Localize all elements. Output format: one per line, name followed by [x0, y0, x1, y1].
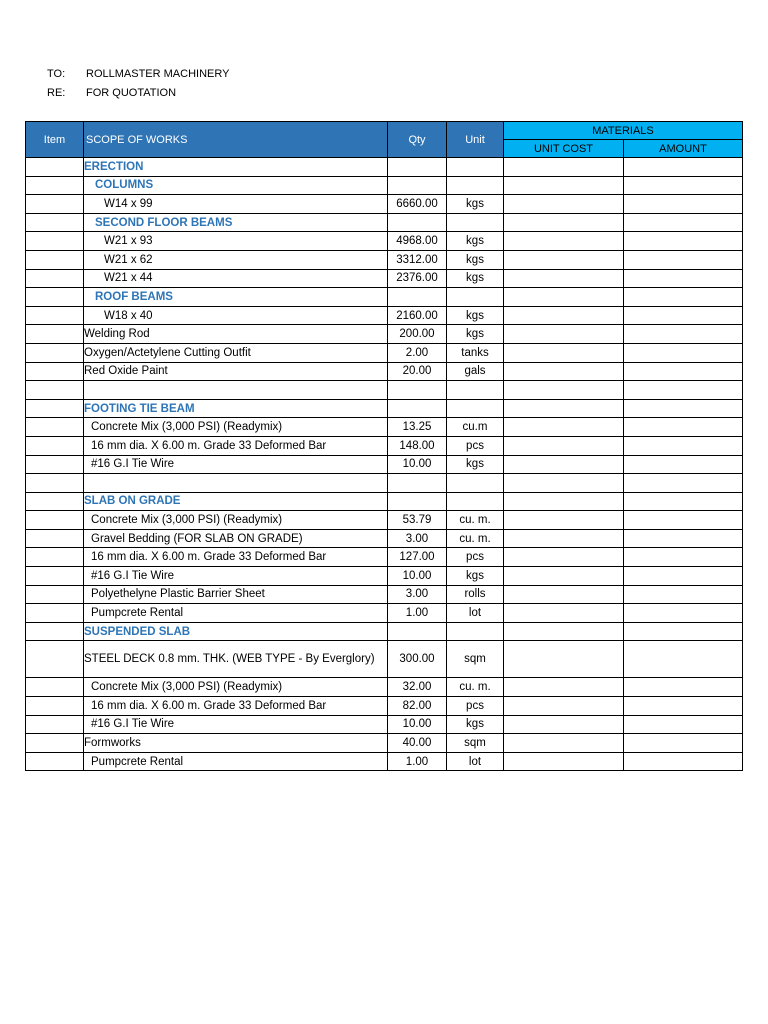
- unit-cell: kgs: [447, 269, 504, 288]
- unit-cell: kgs: [447, 306, 504, 325]
- qty-cell: [388, 622, 447, 641]
- unit-cell: [447, 474, 504, 493]
- qty-cell: 3312.00: [388, 250, 447, 269]
- qty-cell: 2160.00: [388, 306, 447, 325]
- amount-cell: [624, 232, 743, 251]
- item-cell: [26, 176, 84, 195]
- item-cell: [26, 585, 84, 604]
- unit-cell: kgs: [447, 195, 504, 214]
- description-cell: Concrete Mix (3,000 PSI) (Readymix): [84, 678, 388, 697]
- item-cell: [26, 567, 84, 586]
- description-cell: Gravel Bedding (FOR SLAB ON GRADE): [84, 529, 388, 548]
- re-label: RE:: [47, 87, 66, 99]
- table-row: [26, 343, 743, 362]
- unit-cost-cell: [504, 399, 624, 418]
- section-heading: FOOTING TIE BEAM: [84, 399, 388, 418]
- unit-cell: [447, 492, 504, 511]
- amount-cell: [624, 715, 743, 734]
- table-row: [26, 269, 743, 288]
- item-cell: [26, 325, 84, 344]
- unit-cell: cu. m.: [447, 678, 504, 697]
- amount-cell: [624, 752, 743, 771]
- col-header-scope: SCOPE OF WORKS: [84, 122, 388, 158]
- description-cell: #16 G.I Tie Wire: [84, 455, 388, 474]
- unit-cell: [447, 381, 504, 400]
- amount-cell: [624, 604, 743, 623]
- item-cell: [26, 697, 84, 716]
- qty-cell: 4968.00: [388, 232, 447, 251]
- table-row: [26, 567, 743, 586]
- unit-cell: [447, 288, 504, 307]
- unit-cost-cell: [504, 622, 624, 641]
- qty-cell: 32.00: [388, 678, 447, 697]
- table-row: [26, 715, 743, 734]
- section-heading: ERECTION: [84, 158, 388, 177]
- amount-cell: [624, 511, 743, 530]
- unit-cost-cell: [504, 604, 624, 623]
- item-cell: [26, 455, 84, 474]
- table-row: [26, 232, 743, 251]
- qty-cell: 148.00: [388, 436, 447, 455]
- qty-cell: 127.00: [388, 548, 447, 567]
- unit-cell: tanks: [447, 343, 504, 362]
- unit-cell: sqm: [447, 641, 504, 678]
- section-row: [26, 213, 743, 232]
- unit-cell: [447, 158, 504, 177]
- amount-cell: [624, 399, 743, 418]
- blank-row: [26, 381, 743, 400]
- unit-cost-cell: [504, 195, 624, 214]
- amount-cell: [624, 455, 743, 474]
- unit-cell: kgs: [447, 567, 504, 586]
- unit-cell: cu. m.: [447, 529, 504, 548]
- qty-cell: 13.25: [388, 418, 447, 437]
- unit-cell: pcs: [447, 697, 504, 716]
- unit-cost-cell: [504, 567, 624, 586]
- item-cell: [26, 752, 84, 771]
- section-row: [26, 176, 743, 195]
- description-cell: [84, 474, 388, 493]
- col-header-unit: Unit: [447, 122, 504, 158]
- amount-cell: [624, 734, 743, 753]
- unit-cell: kgs: [447, 715, 504, 734]
- description-cell: 16 mm dia. X 6.00 m. Grade 33 Deformed Bar: [84, 697, 388, 716]
- description-cell: Oxygen/Actetylene Cutting Outfit: [84, 343, 388, 362]
- to-line: [47, 67, 229, 81]
- qty-cell: 6660.00: [388, 195, 447, 214]
- table-row: [26, 418, 743, 437]
- amount-cell: [624, 492, 743, 511]
- unit-cell: kgs: [447, 455, 504, 474]
- quotation-table: [25, 121, 743, 771]
- unit-cell: rolls: [447, 585, 504, 604]
- item-cell: [26, 362, 84, 381]
- description-cell: 16 mm dia. X 6.00 m. Grade 33 Deformed Bar: [84, 548, 388, 567]
- unit-cell: [447, 213, 504, 232]
- unit-cost-cell: [504, 269, 624, 288]
- qty-cell: 53.79: [388, 511, 447, 530]
- unit-cell: kgs: [447, 250, 504, 269]
- amount-cell: [624, 622, 743, 641]
- unit-cost-cell: [504, 418, 624, 437]
- unit-cell: cu.m: [447, 418, 504, 437]
- unit-cell: kgs: [447, 325, 504, 344]
- unit-cost-cell: [504, 436, 624, 455]
- description-cell: Red Oxide Paint: [84, 362, 388, 381]
- amount-cell: [624, 436, 743, 455]
- item-cell: [26, 250, 84, 269]
- description-cell: #16 G.I Tie Wire: [84, 715, 388, 734]
- amount-cell: [624, 381, 743, 400]
- qty-cell: 40.00: [388, 734, 447, 753]
- item-cell: [26, 622, 84, 641]
- unit-cost-cell: [504, 529, 624, 548]
- unit-cost-cell: [504, 176, 624, 195]
- unit-cell: cu. m.: [447, 511, 504, 530]
- qty-cell: 1.00: [388, 752, 447, 771]
- qty-cell: [388, 213, 447, 232]
- amount-cell: [624, 176, 743, 195]
- qty-cell: [388, 158, 447, 177]
- description-cell: W21 x 62: [84, 250, 388, 269]
- table-row: [26, 195, 743, 214]
- qty-cell: 3.00: [388, 529, 447, 548]
- item-cell: [26, 529, 84, 548]
- re-line: [47, 86, 176, 100]
- qty-cell: 200.00: [388, 325, 447, 344]
- table-row: [26, 455, 743, 474]
- table-row: [26, 250, 743, 269]
- unit-cell: pcs: [447, 436, 504, 455]
- unit-cell: gals: [447, 362, 504, 381]
- qty-cell: 3.00: [388, 585, 447, 604]
- unit-cost-cell: [504, 752, 624, 771]
- amount-cell: [624, 529, 743, 548]
- description-cell: #16 G.I Tie Wire: [84, 567, 388, 586]
- table-row: [26, 529, 743, 548]
- item-cell: [26, 492, 84, 511]
- table-row: [26, 641, 743, 678]
- table-row: [26, 362, 743, 381]
- amount-cell: [624, 343, 743, 362]
- qty-cell: 2376.00: [388, 269, 447, 288]
- unit-cost-cell: [504, 697, 624, 716]
- item-cell: [26, 343, 84, 362]
- item-cell: [26, 195, 84, 214]
- amount-cell: [624, 567, 743, 586]
- amount-cell: [624, 158, 743, 177]
- col-header-materials: MATERIALS: [504, 122, 743, 140]
- table-row: [26, 548, 743, 567]
- qty-cell: 10.00: [388, 567, 447, 586]
- qty-cell: 82.00: [388, 697, 447, 716]
- amount-cell: [624, 548, 743, 567]
- item-cell: [26, 306, 84, 325]
- unit-cost-cell: [504, 232, 624, 251]
- qty-cell: 10.00: [388, 715, 447, 734]
- item-cell: [26, 381, 84, 400]
- amount-cell: [624, 474, 743, 493]
- description-cell: Concrete Mix (3,000 PSI) (Readymix): [84, 418, 388, 437]
- amount-cell: [624, 250, 743, 269]
- table-body: [26, 158, 743, 771]
- amount-cell: [624, 195, 743, 214]
- amount-cell: [624, 678, 743, 697]
- unit-cost-cell: [504, 362, 624, 381]
- col-header-unit-cost: UNIT COST: [504, 140, 624, 158]
- table-row: [26, 306, 743, 325]
- unit-cost-cell: [504, 511, 624, 530]
- qty-cell: [388, 288, 447, 307]
- unit-cell: kgs: [447, 232, 504, 251]
- table-row: [26, 678, 743, 697]
- qty-cell: 300.00: [388, 641, 447, 678]
- unit-cost-cell: [504, 455, 624, 474]
- amount-cell: [624, 418, 743, 437]
- section-heading: SECOND FLOOR BEAMS: [84, 213, 388, 232]
- item-cell: [26, 213, 84, 232]
- qty-cell: 1.00: [388, 604, 447, 623]
- unit-cost-cell: [504, 158, 624, 177]
- amount-cell: [624, 641, 743, 678]
- section-row: [26, 399, 743, 418]
- unit-cell: [447, 176, 504, 195]
- section-row: [26, 158, 743, 177]
- table-row: [26, 436, 743, 455]
- qty-cell: 10.00: [388, 455, 447, 474]
- table-row: [26, 752, 743, 771]
- qty-cell: [388, 474, 447, 493]
- amount-cell: [624, 362, 743, 381]
- table-row: [26, 511, 743, 530]
- qty-cell: [388, 176, 447, 195]
- amount-cell: [624, 585, 743, 604]
- item-cell: [26, 288, 84, 307]
- re-value: FOR QUOTATION: [86, 87, 177, 99]
- section-heading: ROOF BEAMS: [84, 288, 388, 307]
- unit-cell: [447, 399, 504, 418]
- amount-cell: [624, 288, 743, 307]
- description-cell: Formworks: [84, 734, 388, 753]
- col-header-item: Item: [26, 122, 84, 158]
- item-cell: [26, 269, 84, 288]
- description-cell: Pumpcrete Rental: [84, 752, 388, 771]
- unit-cost-cell: [504, 492, 624, 511]
- qty-cell: [388, 492, 447, 511]
- item-cell: [26, 511, 84, 530]
- unit-cost-cell: [504, 306, 624, 325]
- to-label: TO:: [47, 68, 66, 80]
- unit-cell: pcs: [447, 548, 504, 567]
- item-cell: [26, 715, 84, 734]
- unit-cost-cell: [504, 548, 624, 567]
- unit-cell: [447, 622, 504, 641]
- item-cell: [26, 604, 84, 623]
- section-heading: SUSPENDED SLAB: [84, 622, 388, 641]
- col-header-amount: AMOUNT: [624, 140, 743, 158]
- blank-row: [26, 474, 743, 493]
- item-cell: [26, 548, 84, 567]
- item-cell: [26, 418, 84, 437]
- amount-cell: [624, 269, 743, 288]
- unit-cost-cell: [504, 288, 624, 307]
- table-row: [26, 325, 743, 344]
- item-cell: [26, 436, 84, 455]
- unit-cost-cell: [504, 343, 624, 362]
- qty-cell: 20.00: [388, 362, 447, 381]
- table-row: [26, 604, 743, 623]
- description-cell: W21 x 44: [84, 269, 388, 288]
- amount-cell: [624, 325, 743, 344]
- description-cell: W18 x 40: [84, 306, 388, 325]
- amount-cell: [624, 306, 743, 325]
- unit-cost-cell: [504, 213, 624, 232]
- table-row: [26, 697, 743, 716]
- description-cell: Polyethelyne Plastic Barrier Sheet: [84, 585, 388, 604]
- amount-cell: [624, 697, 743, 716]
- table-row: [26, 585, 743, 604]
- unit-cost-cell: [504, 678, 624, 697]
- unit-cell: lot: [447, 752, 504, 771]
- col-header-qty: Qty: [388, 122, 447, 158]
- unit-cost-cell: [504, 585, 624, 604]
- section-row: [26, 622, 743, 641]
- description-cell: Concrete Mix (3,000 PSI) (Readymix): [84, 511, 388, 530]
- item-cell: [26, 232, 84, 251]
- section-heading: COLUMNS: [84, 176, 388, 195]
- item-cell: [26, 734, 84, 753]
- item-cell: [26, 399, 84, 418]
- item-cell: [26, 158, 84, 177]
- unit-cell: sqm: [447, 734, 504, 753]
- amount-cell: [624, 213, 743, 232]
- unit-cost-cell: [504, 715, 624, 734]
- unit-cost-cell: [504, 325, 624, 344]
- description-cell: Pumpcrete Rental: [84, 604, 388, 623]
- qty-cell: [388, 399, 447, 418]
- description-cell: W21 x 93: [84, 232, 388, 251]
- table-row: [26, 734, 743, 753]
- section-heading: SLAB ON GRADE: [84, 492, 388, 511]
- unit-cost-cell: [504, 734, 624, 753]
- description-cell: 16 mm dia. X 6.00 m. Grade 33 Deformed Bar: [84, 436, 388, 455]
- section-row: [26, 288, 743, 307]
- qty-cell: 2.00: [388, 343, 447, 362]
- unit-cell: lot: [447, 604, 504, 623]
- item-cell: [26, 678, 84, 697]
- unit-cost-cell: [504, 250, 624, 269]
- item-cell: [26, 474, 84, 493]
- unit-cost-cell: [504, 381, 624, 400]
- section-row: [26, 492, 743, 511]
- description-cell: W14 x 99: [84, 195, 388, 214]
- description-cell: Welding Rod: [84, 325, 388, 344]
- to-value: ROLLMASTER MACHINERY: [86, 68, 230, 80]
- item-cell: [26, 641, 84, 678]
- qty-cell: [388, 381, 447, 400]
- unit-cost-cell: [504, 474, 624, 493]
- description-cell: STEEL DECK 0.8 mm. THK. (WEB TYPE - By Everglory): [84, 641, 388, 678]
- unit-cost-cell: [504, 641, 624, 678]
- description-cell: [84, 381, 388, 400]
